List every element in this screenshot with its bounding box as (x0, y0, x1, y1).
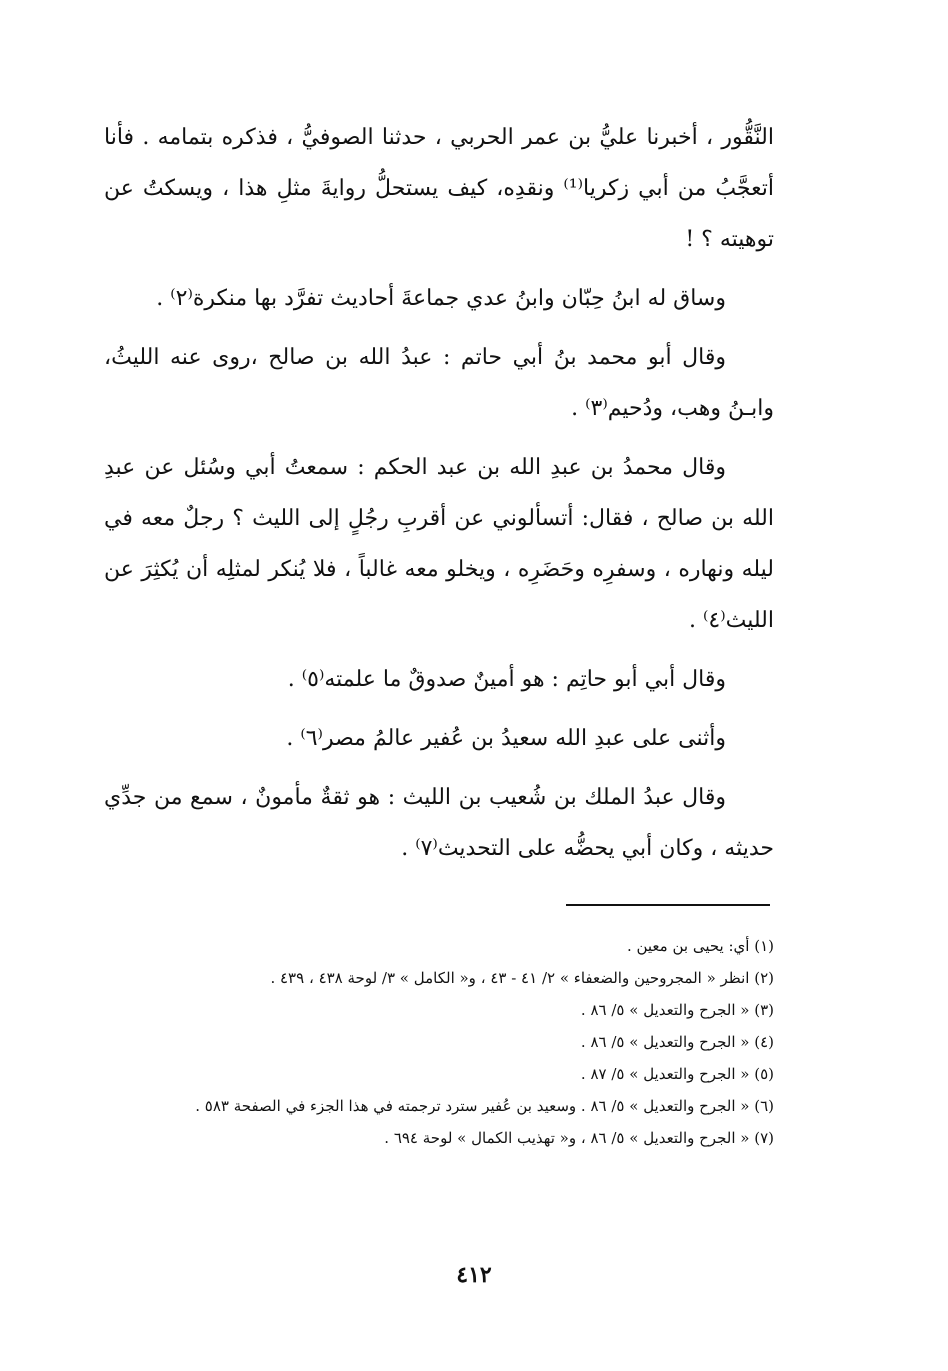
footnote-6: (٦) « الجرح والتعديل » ٥/ ٨٦ . وسعيد بن عُفير سترد ترجمته في هذا الجزء في الصفحة ٥٨٣ . (195, 1097, 774, 1115)
page-number: ٤١٢ (456, 1262, 492, 1288)
footnote-7: (٧) « الجرح والتعديل » ٥/ ٨٦ ، و« تهذيب الكمال » لوحة ٦٩٤ . (384, 1129, 774, 1147)
footnote-4: (٤) « الجرح والتعديل » ٥/ ٨٦ . (580, 1033, 774, 1051)
main-text-block (104, 112, 774, 882)
paragraph-2: وساق له ابنُ حِبّان وابنُ عدي جماعةَ أحاديث تفرَّد بها منكرة⁽٢⁾ . (156, 286, 726, 311)
footnote-3: (٣) « الجرح والتعديل » ٥/ ٨٦ . (580, 1001, 774, 1019)
footnote-2: (٢) انظر « المجروحين والضعفاء » ٢/ ٤١ - ٤٣ ، و« الكامل » ٣/ لوحة ٤٣٨ ، ٤٣٩ . (270, 969, 774, 987)
footnotes-block (104, 930, 774, 1154)
paragraph-6: وأثنى على عبدِ الله سعيدُ بن عُفير عالمُ مصر⁽٦⁾ . (286, 726, 726, 751)
paragraph-5: وقال أبي أبو حاتِم : هو أمينٌ صدوقٌ ما علمته⁽٥⁾ . (287, 667, 726, 692)
paragraph-4: وقال محمدُ بن عبدِ الله بن عبد الحكم : سمعتُ أبي وسُئل عن عبدِ الله بن صالح ، فقال: أتسألوني عن أقربِ رجُلٍ إلى الليث ؟ رجلٌ معه في ليله ونهاره ، وسفرِه وحَضَرِه ، ويخلو معه غالباً ، فلا يُنكر لمثلِه أن يُكثِرَ عن الليث⁽٤⁾ . (104, 455, 774, 633)
paragraph-7: وقال عبدُ الملك بن شُعيب بن الليث : هو ثقةٌ مأمونٌ ، سمع من جدِّي حديثه ، وكان أبي يحضُّه على التحديث⁽٧⁾ . (104, 785, 774, 861)
footnote-separator (566, 904, 770, 906)
paragraph-1: النَّقُّور ، أخبرنا عليُّ بن عمر الحربي ، حدثنا الصوفيُّ ، فذكره بتمامه . فأنا أتعجَّبُ من أبي زكريا⁽¹⁾ ونقدِه، كيف يستحلُّ روايةَ مثلِ هذا ، ويسكتُ عن توهيته ؟ ! (104, 125, 774, 252)
footnote-5: (٥) « الجرح والتعديل » ٥/ ٨٧ . (580, 1065, 774, 1083)
paragraph-3: وقال أبو محمد بنُ أبي حاتم : عبدُ الله بن صالح ،روى عنه الليثُ، وابـنُ وهب، ودُحيم⁽٣⁾ . (104, 345, 774, 421)
footnote-1: (١) أي: يحيى بن معين . (626, 937, 774, 955)
